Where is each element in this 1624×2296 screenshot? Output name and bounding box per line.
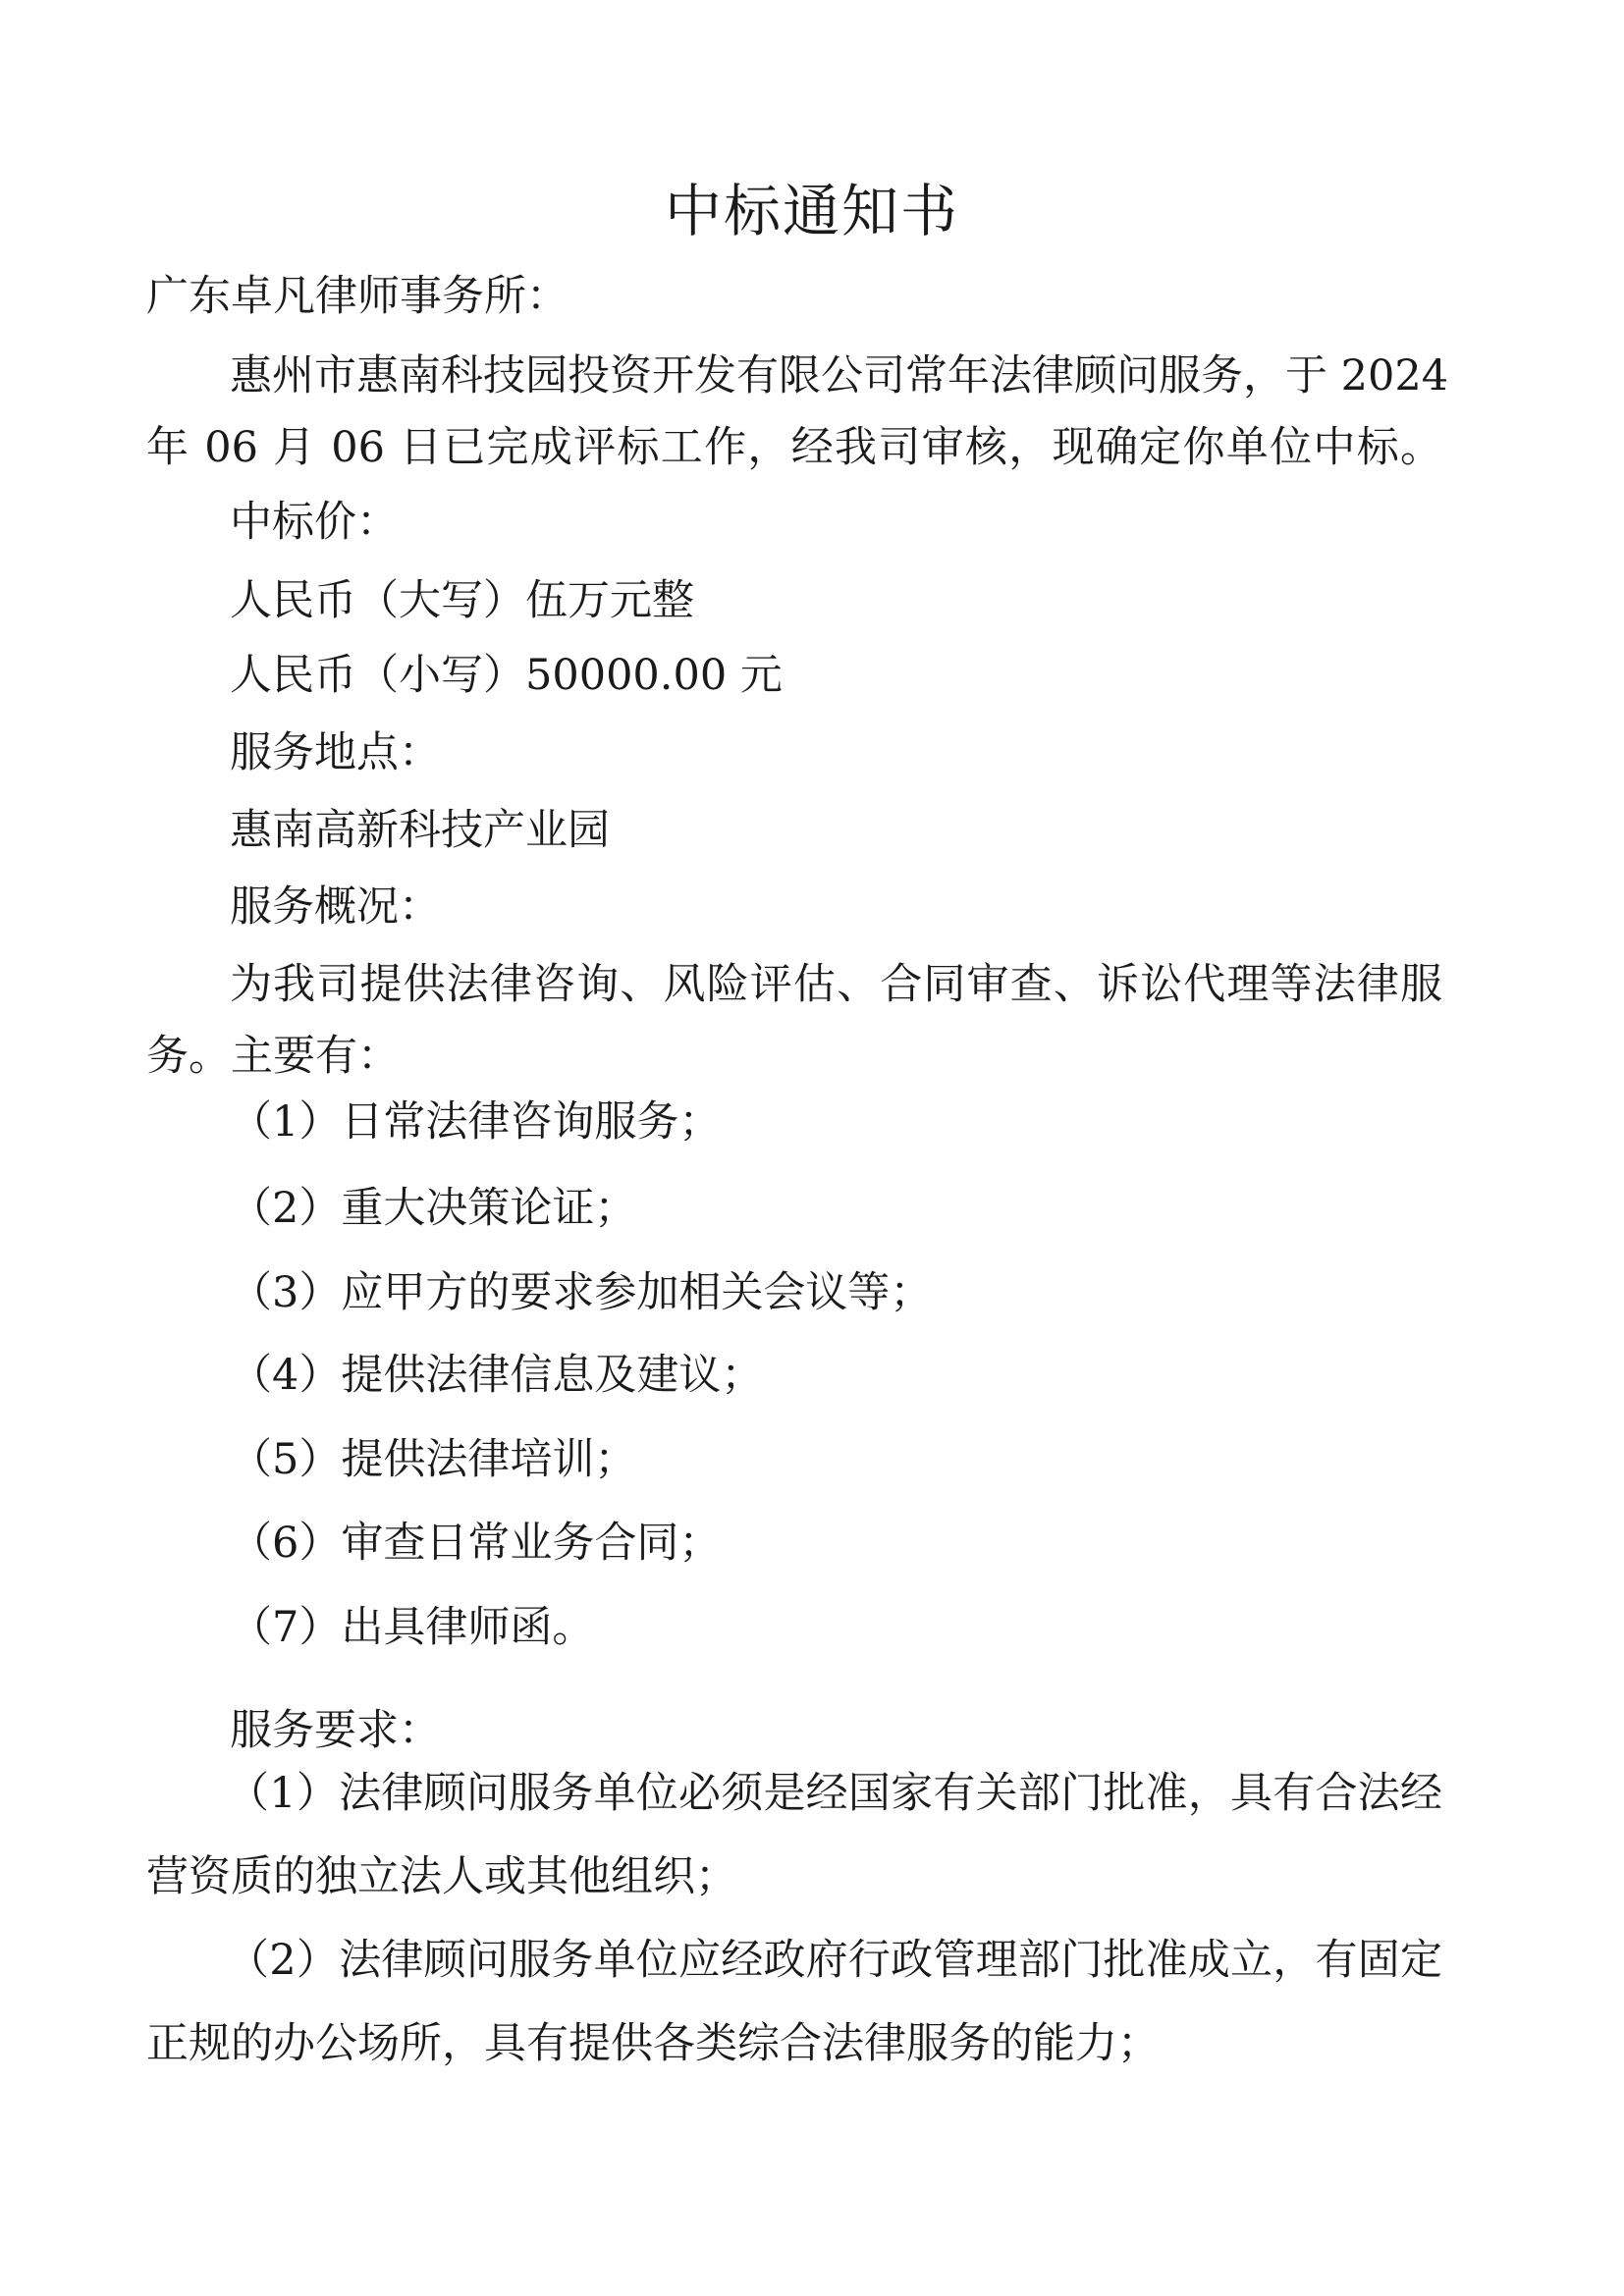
service-item: （4）提供法律信息及建议；: [230, 1351, 764, 1400]
document-title: 中标通知书: [664, 178, 959, 244]
requirement-1-line-2: 营资质的独立法人或其他组织；: [146, 1852, 737, 1901]
overview-line-1: 为我司提供法律咨询、风险评估、合同审查、诉讼代理等法律服: [230, 960, 1442, 1009]
service-item: （5）提供法律培训；: [230, 1435, 637, 1484]
intro-line-1: 惠州市惠南科技园投资开发有限公司常年法律顾问服务，于 2024: [230, 351, 1449, 400]
requirement-1-line-1: （1）法律顾问服务单位必须是经国家有关部门批准，具有合法经: [227, 1769, 1442, 1818]
price-uppercase: 人民币（大写）伍万元整: [230, 576, 694, 625]
service-item: （3）应甲方的要求参加相关会议等；: [230, 1268, 933, 1317]
requirements-heading: 服务要求：: [230, 1706, 441, 1755]
recipient: 广东卓凡律师事务所：: [146, 272, 568, 321]
service-item: （1）日常法律咨询服务；: [230, 1097, 722, 1147]
overview-heading: 服务概况：: [230, 882, 441, 932]
service-item: （2）重大决策论证；: [230, 1184, 637, 1233]
location-value: 惠南高新科技产业园: [230, 806, 610, 855]
requirement-2-line-2: 正规的办公场所，具有提供各类综合法律服务的能力；: [146, 2019, 1160, 2068]
overview-line-2: 务。主要有：: [146, 1032, 400, 1081]
requirement-2-line-1: （2）法律顾问服务单位应经政府行政管理部门批准成立，有固定: [227, 1936, 1442, 1985]
location-heading: 服务地点：: [230, 728, 441, 777]
intro-line-2: 年 06 月 06 日已完成评标工作，经我司审核，现确定你单位中标。: [146, 423, 1442, 472]
price-lowercase: 人民币（小写）50000.00 元: [230, 651, 783, 700]
price-heading: 中标价：: [230, 498, 399, 547]
service-item: （6）审查日常业务合同；: [230, 1519, 722, 1568]
service-item: （7）出具律师函。: [230, 1603, 595, 1652]
